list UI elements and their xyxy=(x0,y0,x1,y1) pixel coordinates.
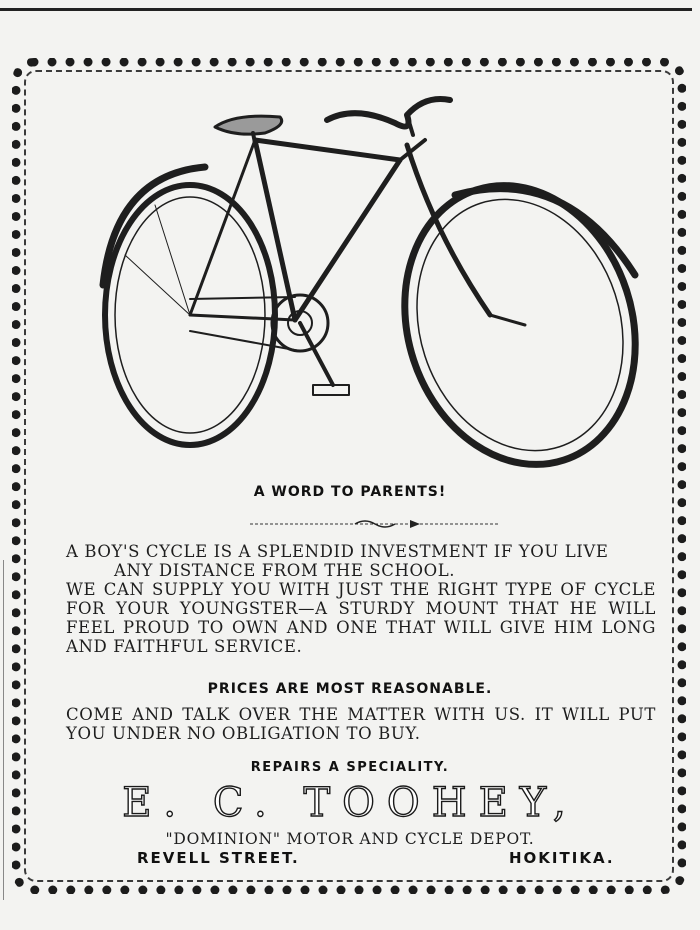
depot-name: "DOMINION" MOTOR AND CYCLE DEPOT. xyxy=(165,830,535,848)
paragraph-1-line-1: A BOY'S CYCLE IS A SPLENDID INVESTMENT IF YOU LIVE xyxy=(66,542,609,561)
paragraph-1-line-2: ANY DISTANCE FROM THE SCHOOL. xyxy=(114,561,456,580)
pedal xyxy=(313,385,349,395)
top-rule xyxy=(0,8,692,11)
prices-heading: PRICES ARE MOST REASONABLE. xyxy=(207,681,493,697)
paragraph-3: COME AND TALK OVER THE MATTER WITH US. IT WILL PUT YOU UNDER NO OBLIGATION TO BUY. xyxy=(66,705,656,743)
street-address: REVELL STREET. xyxy=(137,849,300,867)
saddle xyxy=(215,116,282,134)
left-rule xyxy=(3,560,4,900)
town-address: HOKITIKA. xyxy=(509,849,615,867)
repairs-heading: REPAIRS A SPECIALITY. xyxy=(250,760,450,775)
firm-name: E. C. TOOHEY, xyxy=(122,780,578,826)
paragraph-2: WE CAN SUPPLY YOU WITH JUST THE RIGHT TYPE OF CYCLE FOR YOUR YOUNGSTER—A STURDY MOUNT THAT HE WILL FEEL PROUD TO OWN AND ONE THAT WILL GIVE HIM LONG AND FAITHFUL SERVICE. xyxy=(66,580,656,656)
flourish-divider xyxy=(250,518,500,530)
heading: A WORD TO PARENTS! xyxy=(253,484,447,500)
bicycle-illustration xyxy=(95,85,645,470)
handlebar xyxy=(327,99,450,127)
front-tyre xyxy=(370,155,645,470)
front-mudguard xyxy=(455,189,635,275)
